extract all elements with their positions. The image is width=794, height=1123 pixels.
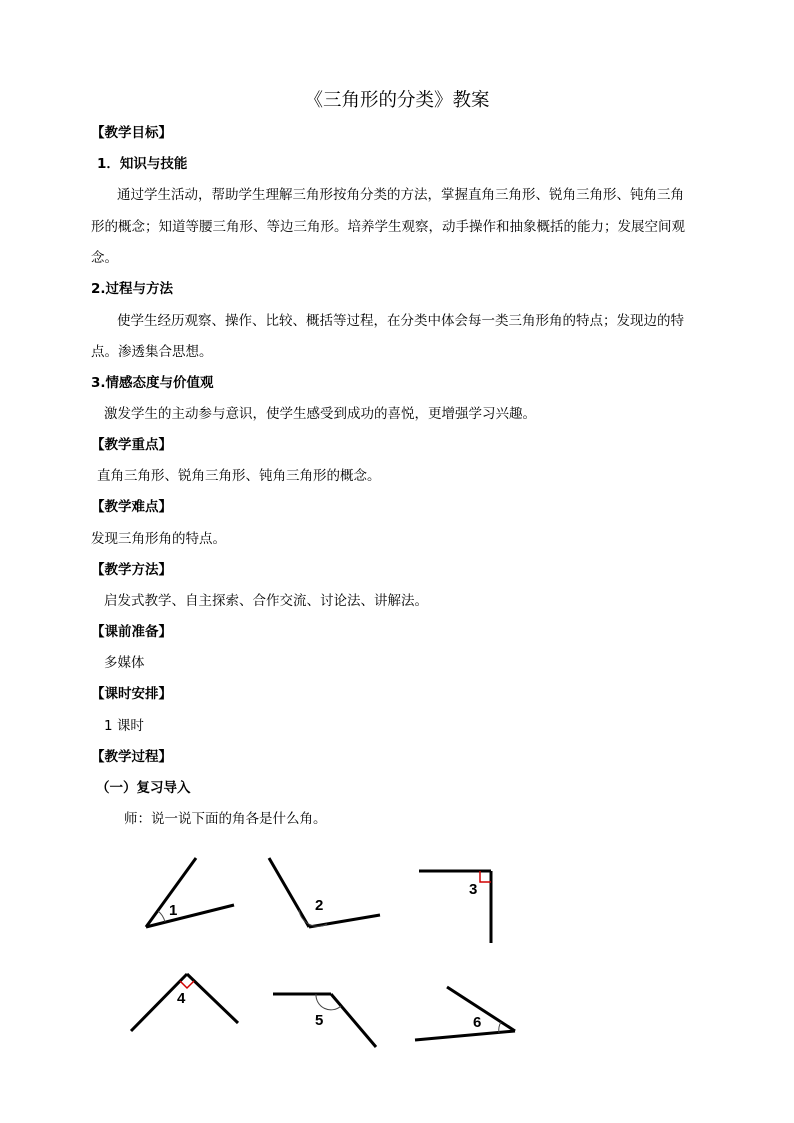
angle-6 bbox=[415, 987, 515, 1040]
key-heading: 【教学重点】 bbox=[91, 437, 172, 453]
angle-5 bbox=[273, 994, 376, 1047]
difficulty-heading: 【教学难点】 bbox=[91, 499, 172, 515]
time-heading: 【课时安排】 bbox=[91, 686, 172, 702]
angle-3-right-mark bbox=[480, 871, 491, 882]
key-text: 直角三角形、锐角三角形、钝角三角形的概念。 bbox=[97, 468, 381, 484]
goal1-paragraph-line: 念。 bbox=[91, 250, 118, 266]
goal3-heading: 3.情感态度与价值观 bbox=[91, 375, 214, 391]
angle-5-label: 5 bbox=[315, 1012, 324, 1029]
angle-6-label: 6 bbox=[473, 1014, 482, 1031]
goal1-paragraph-line: 形的概念；知道等腰三角形、等边三角形。培养学生观察，动手操作和抽象概括的能力；发展空间观 bbox=[91, 219, 685, 235]
angle-4-right-mark bbox=[180, 981, 194, 988]
goal1-heading: 1．知识与技能 bbox=[97, 156, 188, 172]
angle-2 bbox=[269, 858, 380, 927]
angle-2-label: 2 bbox=[315, 897, 324, 914]
method-heading: 【教学方法】 bbox=[91, 562, 172, 578]
goal2-heading: 2.过程与方法 bbox=[91, 281, 174, 297]
goal3-paragraph-line: 激发学生的主动参与意识，使学生感受到成功的喜悦，更增强学习兴趣。 bbox=[104, 406, 536, 422]
process-heading: 【教学过程】 bbox=[91, 749, 172, 765]
angle-1-arc bbox=[158, 911, 165, 922]
goal2-paragraph-line: 点。渗透集合思想。 bbox=[91, 344, 213, 360]
angle-1-label: 1 bbox=[169, 902, 178, 919]
review-heading: （一）复习导入 bbox=[96, 780, 191, 796]
difficulty-text: 发现三角形角的特点。 bbox=[91, 531, 226, 547]
teacher-prompt: 师：说一说下面的角各是什么角。 bbox=[124, 811, 327, 827]
angle-3-label: 3 bbox=[469, 881, 478, 898]
time-text: 1 课时 bbox=[104, 718, 144, 734]
prep-heading: 【课前准备】 bbox=[91, 624, 172, 640]
goal2-paragraph-line: 使学生经历观察、操作、比较、概括等过程，在分类中体会每一类三角形角的特点；发现边的特 bbox=[117, 313, 684, 329]
angle-4-label: 4 bbox=[177, 990, 186, 1007]
page-title: 《三角形的分类》教案 bbox=[304, 90, 490, 111]
goal1-paragraph-line: 通过学生活动，帮助学生理解三角形按角分类的方法，掌握直角三角形、锐角三角形、钝角三角 bbox=[117, 187, 684, 203]
goals-heading: 【教学目标】 bbox=[91, 125, 172, 141]
method-text: 启发式教学、自主探索、合作交流、讨论法、讲解法。 bbox=[104, 593, 428, 609]
angle-1 bbox=[146, 858, 234, 927]
prep-text: 多媒体 bbox=[104, 655, 145, 671]
